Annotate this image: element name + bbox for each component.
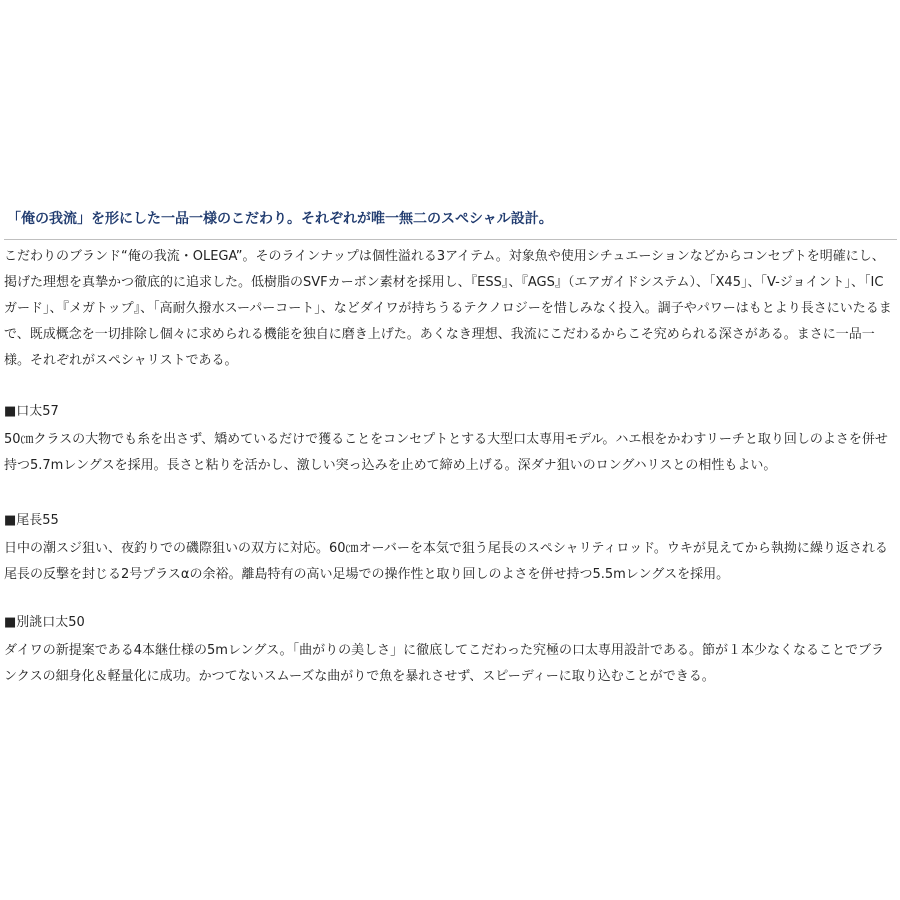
section-body-onaga55: 日中の潮スジ狙い、夜釣りでの磯際狙いの双方に対応。60㎝オーバーを本気で狙う尾長のスペシャリティロッド。ウキが見えてから執拗に繰り返される尾長の反撃を封じる2号プラスαの余裕。離島特有の高い足場での操作性と取り回しのよさを併せ持つ5.5mレングスを採用。 [4,541,888,582]
section-title-onaga55: ■尾長55 [4,513,59,528]
intro-paragraph: こだわりのブランド“俺の我流・OLEGA”。そのラインナップは個性溢れる3アイテム。対象魚や使用シチュエーションなどからコンセプトを明確にし、掲げた理想を真摯かつ徹底的に追求した。低樹脂のSVFカーボン素材を採用し、『ESS』、『AGS』（エアガイドシステム）、「X45」、「V-ジョイント」、「ICガード」、『メガトップ』、「高耐久撥水スーパーコート」、などダイワが持ちうるテクノロジーを惜しみなく投入。調子やパワーはもとより長さにいたるまで、既成概念を一切排除し個々に求められる機能を独自に磨き上げた。あくなき理想、我流にこだわるからこそ究められる深さがある。まさに一品一様。それぞれがスペシャリストである。 [4,249,892,368]
section-body-betsuatsurae-kuchibuto50: ダイワの新提案である4本継仕様の5mレングス。「曲がりの美しさ」に徹底してこだわった究極の口太専用設計である。節が１本少なくなることでブランクスの細身化＆軽量化に成功。かつてないスムーズな曲がりで魚を暴れさせず、スピーディーに取り込むことができる。 [4,643,884,684]
divider [4,239,897,240]
section-title-kuchibuto57: ■口太57 [4,404,59,419]
headline: 「俺の我流」を形にした一品一様のこだわり。それぞれが唯一無二のスペシャル設計。 [7,211,553,227]
section-title-betsuatsurae-kuchibuto50: ■別誂口太50 [4,615,85,630]
section-body-kuchibuto57: 50㎝クラスの大物でも糸を出さず、矯めているだけで獲ることをコンセプトとする大型口太専用モデル。ハエ根をかわすリーチと取り回しのよさを併せ持つ5.7mレングスを採用。長さと粘りを活かし、激しい突っ込みを止めて締め上げる。深ダナ狙いのロングハリスとの相性もよい。 [4,432,888,473]
